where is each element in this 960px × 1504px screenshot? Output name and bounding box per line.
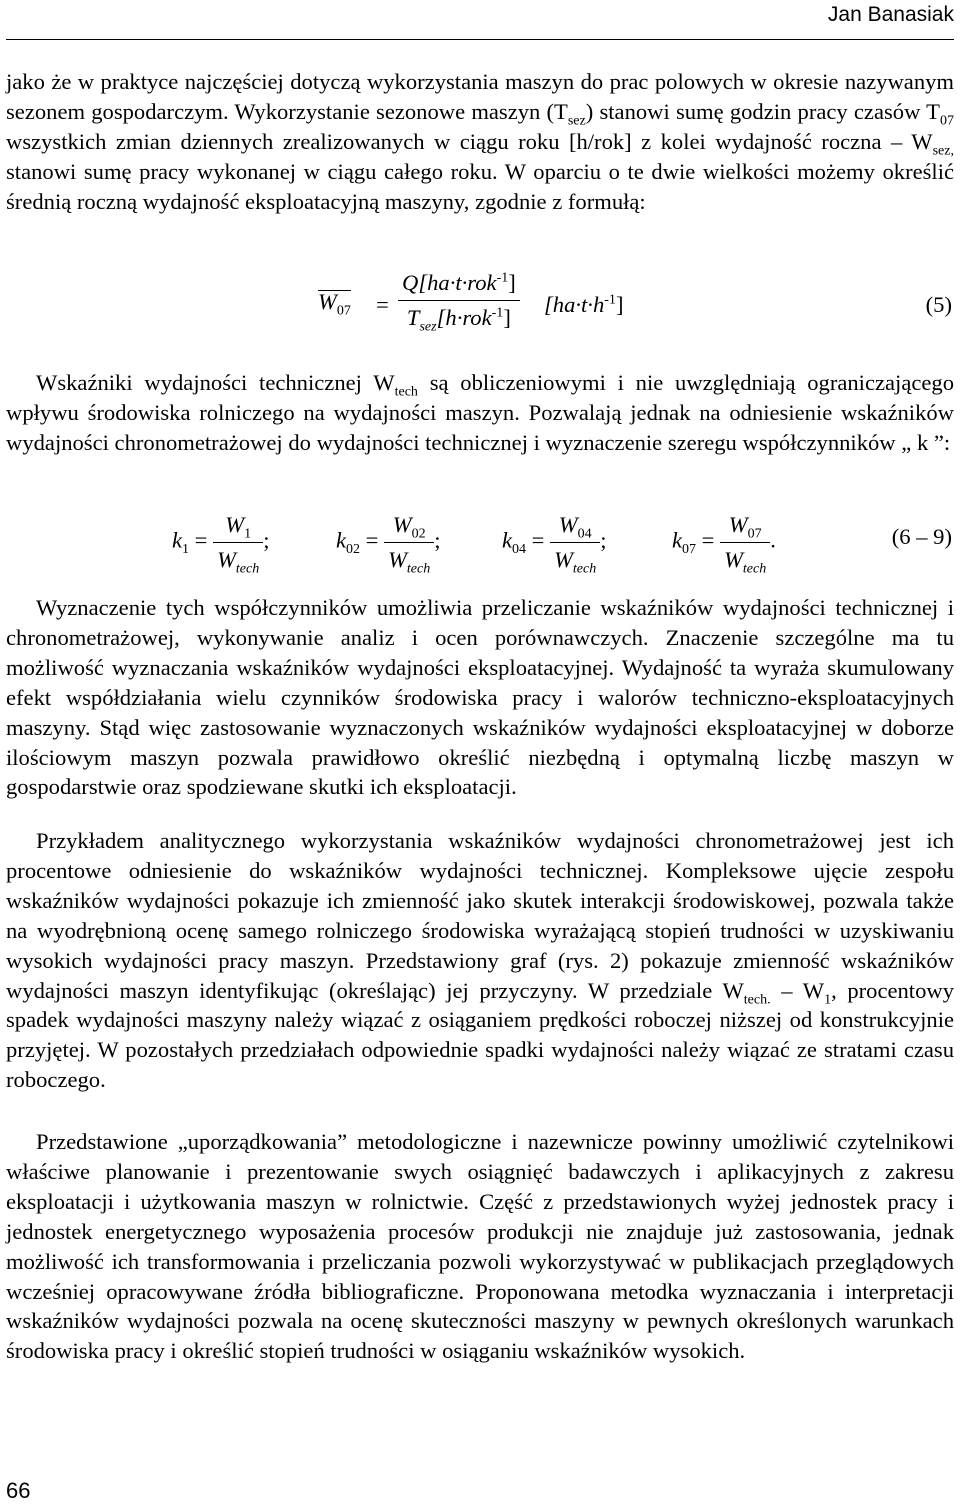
header-rule xyxy=(6,39,954,40)
page-number: 66 xyxy=(6,1478,31,1503)
paragraph-2: Wskaźniki wydajności technicznej $W_{tech}$ są obliczeniowymi i nie uwzględniają ograniczającego wpływu środowiska rolniczego na wydajności maszyn. Pozwalają jednak na odniesienie wskaźników wydajności chronometrażowej do wydajności technicznej i wyznaczenie szeregu współczynników „ k ”: xyxy=(6,370,954,455)
page-header xyxy=(0,0,960,40)
eq5-number: (5) xyxy=(925,292,952,317)
running-head-author: Jan Banasiak xyxy=(827,3,954,26)
eq5-lhs: $W_{07}$ xyxy=(318,289,351,319)
eq5-equals: = xyxy=(376,292,389,317)
eq6-term-1: $k_1$ = $\frac{W_1}{W_{tech}}$ ; xyxy=(172,512,270,577)
eq7-term-02: $k_{02}$ = $\frac{W_{02}}{W_{tech}}$ ; xyxy=(336,512,441,577)
eq9-term-07: $k_{07}$ = $\frac{W_{07}}{W_{tech}}$ . xyxy=(672,512,776,577)
paragraph-3: Wyznaczenie tych współczynników umożliwia przeliczanie wskaźników wydajności technicznej i chronometrażowej, wykonywanie analiz i ocen porównawczych. Znaczenie szczególne ma tu możliwość wyznaczania wskaźników wydajności eksploatacyjnej. Wydajność ta wyraża skumulowany efekt współdziałania wielu czynników środowiska pracy i walorów techniczno-eksploatacyjnych maszyny. Stąd więc zastosowanie wyznaczonych wskaźników wydajności eksploatacyjnej w doborze ilościowym maszyn pozwala prawidłowo określić niezbędną i optymalną liczbę maszyn w gospodarstwie oraz spodziewane skutki ich eksploatacji. xyxy=(6,595,954,800)
eq6-9-number: (6 – 9) xyxy=(891,524,952,549)
eq5-fraction: $\frac{Q[ha\cdot t\cdot rok^{-1}]}{T_{sez}[h\cdot rok^{-1}]}$ xyxy=(398,268,520,333)
eq8-term-04: $k_{04}$ = $\frac{W_{04}}{W_{tech}}$ ; xyxy=(502,512,607,577)
equation-5 xyxy=(6,250,954,356)
equation-6-9 xyxy=(6,500,954,580)
eq5-unit: $[ha\cdot t\cdot h^{-1}]$ xyxy=(544,292,624,317)
paragraph-4: Przykładem analitycznego wykorzystania wskaźników wydajności chronometrażowej jest ich procentowe odniesienie do wskaźników wydajności technicznej. Kompleksowe ujęcie zespołu wskaźników wydajności pokazuje ich zmienność jako skutek interakcji środowiskowej, pozwala także na wyodrębnioną ocenę samego rolniczego środowiska wyrażającą stopień trudności w uzyskiwaniu wysokich wydajności pracy maszyn. Przedstawiony graf (rys. 2) pokazuje zmienność wskaźników wydajności maszyn identyfikując (określając) jej przyczyny. W przedziale $W_{tech.} - W_1$, procentowy spadek wydajności maszyny należy wiązać z osiąganiem prędkości roboczej niższej od konstrukcyjnie przyjętej. W pozostałych przedziałach odpowiednie spadki wydajności należy wiązać ze stratami czasu roboczego. xyxy=(6,828,954,1093)
paragraph-1: jako że w praktyce najczęściej dotyczą wykorzystania maszyn do prac polowych w okresie nazywanym sezonem gospodarczym. Wykorzystanie sezonowe maszyn $(T_{sez})$ stanowi sumę godzin pracy czasów $T_{07}$ wszystkich zmian dziennych zrealizowanych w ciągu roku [h/rok] z kolei wydajność roczna – $W_{sez,}$ stanowi sumę pracy wykonanej w ciągu całego roku. W oparciu o te dwie wielkości możemy określić średnią roczną wydajność eksploatacyjną maszyny, zgodnie z formułą: xyxy=(6,69,954,214)
paragraph-5: Przedstawione „uporządkowania” metodologiczne i nazewnicze powinny umożliwić czytelnikowi właściwe planowanie i prezentowanie swych osiągnięć badawczych i aplikacyjnych z zakresu eksploatacji i użytkowania maszyn w rolnictwie. Część z przedstawionych wyżej jednostek pracy i jednostek energetycznego wyposażenia procesów produkcji nie znajduje już zastosowania, jednak możliwość ich transformowania i przeliczania pozwoli wykorzystywać w publikacjach przeglądowych wcześniej opracowywane źródła bibliograficzne. Proponowana metodka wyznaczania i interpretacji wskaźników wydajności pozwala na ocenę skuteczności maszyny w pewnych określonych warunkach środowiska pracy i określić stopień trudności w osiąganiu wskaźników wysokich. xyxy=(6,1129,954,1364)
